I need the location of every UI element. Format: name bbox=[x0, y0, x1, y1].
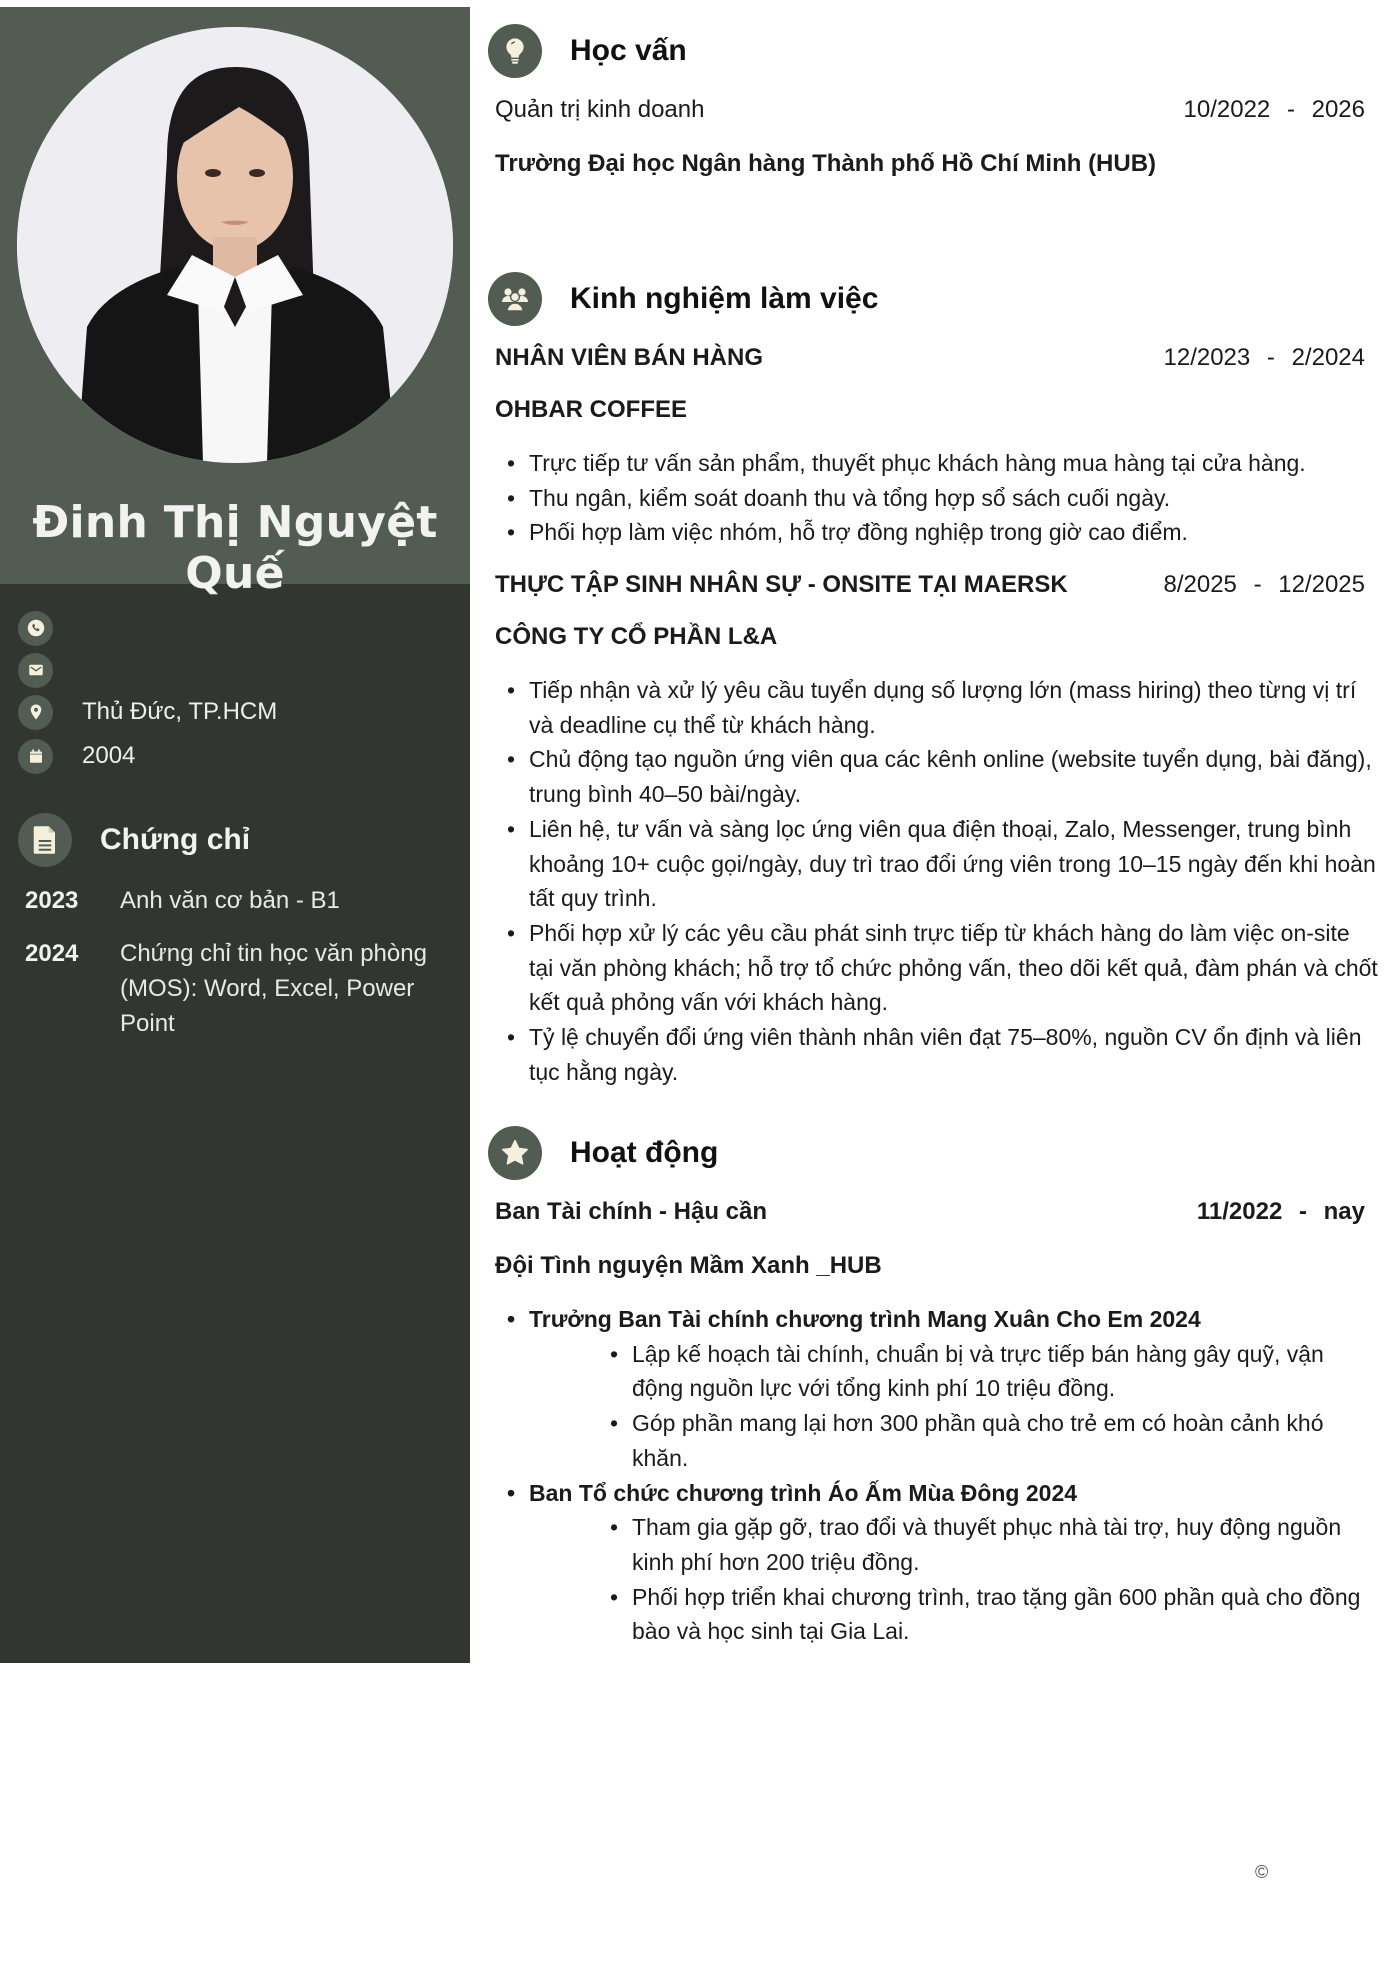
email-icon bbox=[18, 653, 53, 688]
activity-period: 11/2022 - nay bbox=[1196, 1198, 1365, 1225]
contact-location bbox=[18, 694, 277, 730]
certificate-year: 2024 bbox=[25, 940, 79, 967]
detail-item: • Phối hợp triển khai chương trình, trao tặng gần 600 phần quà cho đồng bào và học sinh tại Gia Lai. bbox=[529, 1580, 1380, 1649]
program-title: Ban Tổ chức chương trình Áo Ấm Mùa Đông 2024 bbox=[529, 1479, 1078, 1506]
job-company: CÔNG TY CỔ PHẦN L&A bbox=[495, 623, 778, 650]
activity-organization: Đội Tình nguyện Mầm Xanh _HUB bbox=[495, 1252, 882, 1279]
location-pin-icon bbox=[18, 695, 53, 730]
job-period: 8/2025 - 12/2025 bbox=[1163, 571, 1365, 598]
experience-header bbox=[488, 272, 878, 326]
program-title: Trưởng Ban Tài chính chương trình Mang Xuân Cho Em 2024 bbox=[529, 1306, 1201, 1332]
detail-item: • Lập kế hoạch tài chính, chuẩn bị và trực tiếp bán hàng gây quỹ, vận động nguồn lực với tổng kinh phí 10 triệu đồng. bbox=[529, 1337, 1380, 1406]
bullet-item: • Tiếp nhận và xử lý yêu cầu tuyển dụng số lượng lớn (mass hiring) theo từng vị trí và deadline cụ thể từ khách hàng. bbox=[495, 673, 1380, 742]
bullet-item: • Trực tiếp tư vấn sản phẩm, thuyết phục khách hàng mua hàng tại cửa hàng. bbox=[495, 446, 1380, 481]
lightbulb-icon bbox=[488, 24, 542, 78]
calendar-icon bbox=[18, 739, 53, 774]
program-details bbox=[529, 1337, 1380, 1476]
certificate-item bbox=[25, 883, 455, 918]
certificate-year: 2023 bbox=[25, 887, 79, 914]
job-period: 12/2023 - 2/2024 bbox=[1163, 344, 1365, 371]
activities-title: Hoạt động bbox=[570, 1136, 719, 1169]
bullet-item: • Phối hợp làm việc nhóm, hỗ trợ đồng nghiệp trong giờ cao điểm. bbox=[495, 515, 1380, 550]
job-row bbox=[495, 571, 1365, 599]
education-major: Quản trị kinh doanh bbox=[495, 96, 705, 123]
sidebar-header-panel bbox=[0, 7, 470, 599]
portrait-image bbox=[17, 27, 453, 463]
program-details bbox=[529, 1510, 1380, 1649]
activity-programs bbox=[495, 1302, 1380, 1649]
team-icon bbox=[488, 272, 542, 326]
bullet-item: • Tỷ lệ chuyển đổi ứng viên thành nhân viên đạt 75–80%, nguồn CV ổn định và liên tục hằng ngày. bbox=[495, 1020, 1380, 1089]
profile-photo bbox=[17, 27, 453, 463]
contact-phone bbox=[18, 610, 82, 646]
job-row bbox=[495, 344, 1365, 372]
education-row bbox=[495, 96, 1365, 124]
education-header bbox=[488, 24, 687, 78]
program-item bbox=[495, 1302, 1380, 1476]
bullet-item: • Phối hợp xử lý các yêu cầu phát sinh trực tiếp từ khách hàng do làm việc on-site tại văn phòng khách; hỗ trợ tổ chức phỏng vấn, theo dõi kết quả, đàm phán và chốt kết quả phỏng vấn với khách hàng. bbox=[495, 916, 1380, 1020]
detail-item: • Góp phần mang lại hơn 300 phần quà cho trẻ em có hoàn cảnh khó khăn. bbox=[529, 1406, 1380, 1475]
detail-item: • Tham gia gặp gỡ, trao đổi và thuyết phục nhà tài trợ, huy động nguồn kinh phí hơn 200 triệu đồng. bbox=[529, 1510, 1380, 1579]
job-company: OHBAR COFFEE bbox=[495, 396, 687, 423]
job-bullets bbox=[495, 673, 1380, 1089]
birth-year-value: 2004 bbox=[82, 742, 136, 769]
job-position: NHÂN VIÊN BÁN HÀNG bbox=[495, 344, 764, 371]
location-value: Thủ Đức, TP.HCM bbox=[82, 698, 278, 725]
certificates-title: Chứng chỉ bbox=[100, 823, 251, 856]
certificate-item bbox=[25, 936, 455, 1041]
sidebar bbox=[0, 7, 470, 1663]
activity-role: Ban Tài chính - Hậu cần bbox=[495, 1198, 768, 1225]
certificate-name: Chứng chỉ tin học văn phòng (MOS): Word, Excel, Power Point bbox=[120, 940, 427, 1037]
star-icon bbox=[488, 1126, 542, 1180]
contact-birth-year bbox=[18, 738, 135, 774]
activity-row bbox=[495, 1198, 1365, 1226]
certificate-name: Anh văn cơ bản - B1 bbox=[120, 887, 340, 914]
bullet-item: • Thu ngân, kiểm soát doanh thu và tổng hợp sổ sách cuối ngày. bbox=[495, 481, 1380, 516]
phone-icon bbox=[18, 611, 53, 646]
contact-email bbox=[18, 652, 82, 688]
job-bullets bbox=[495, 446, 1380, 550]
candidate-name: Đinh Thị Nguyệt Quế bbox=[32, 497, 438, 599]
certificates-header bbox=[18, 813, 250, 867]
activities-header bbox=[488, 1126, 718, 1180]
education-period: 10/2022 - 2026 bbox=[1183, 96, 1365, 123]
bullet-item: • Chủ động tạo nguồn ứng viên qua các kênh online (website tuyển dụng, bài đăng), trung bình 40–50 bài/ngày. bbox=[495, 742, 1380, 811]
document-icon bbox=[18, 813, 72, 867]
bullet-item: • Liên hệ, tư vấn và sàng lọc ứng viên qua điện thoại, Zalo, Messenger, trung bình khoảng 10+ cuộc gọi/ngày, duy trì trao đổi ứng viên trong 10–15 ngày đến khi hoàn tất quy trình. bbox=[495, 812, 1380, 916]
program-item bbox=[495, 1476, 1380, 1650]
experience-title: Kinh nghiệm làm việc bbox=[570, 282, 879, 315]
job-position: THỰC TẬP SINH NHÂN SỰ - ONSITE TẠI MAERSK bbox=[495, 571, 1068, 598]
education-title: Học vấn bbox=[570, 34, 687, 67]
education-school: Trường Đại học Ngân hàng Thành phố Hồ Chí Minh (HUB) bbox=[495, 150, 1157, 177]
copyright-icon: © bbox=[1255, 1862, 1269, 1882]
